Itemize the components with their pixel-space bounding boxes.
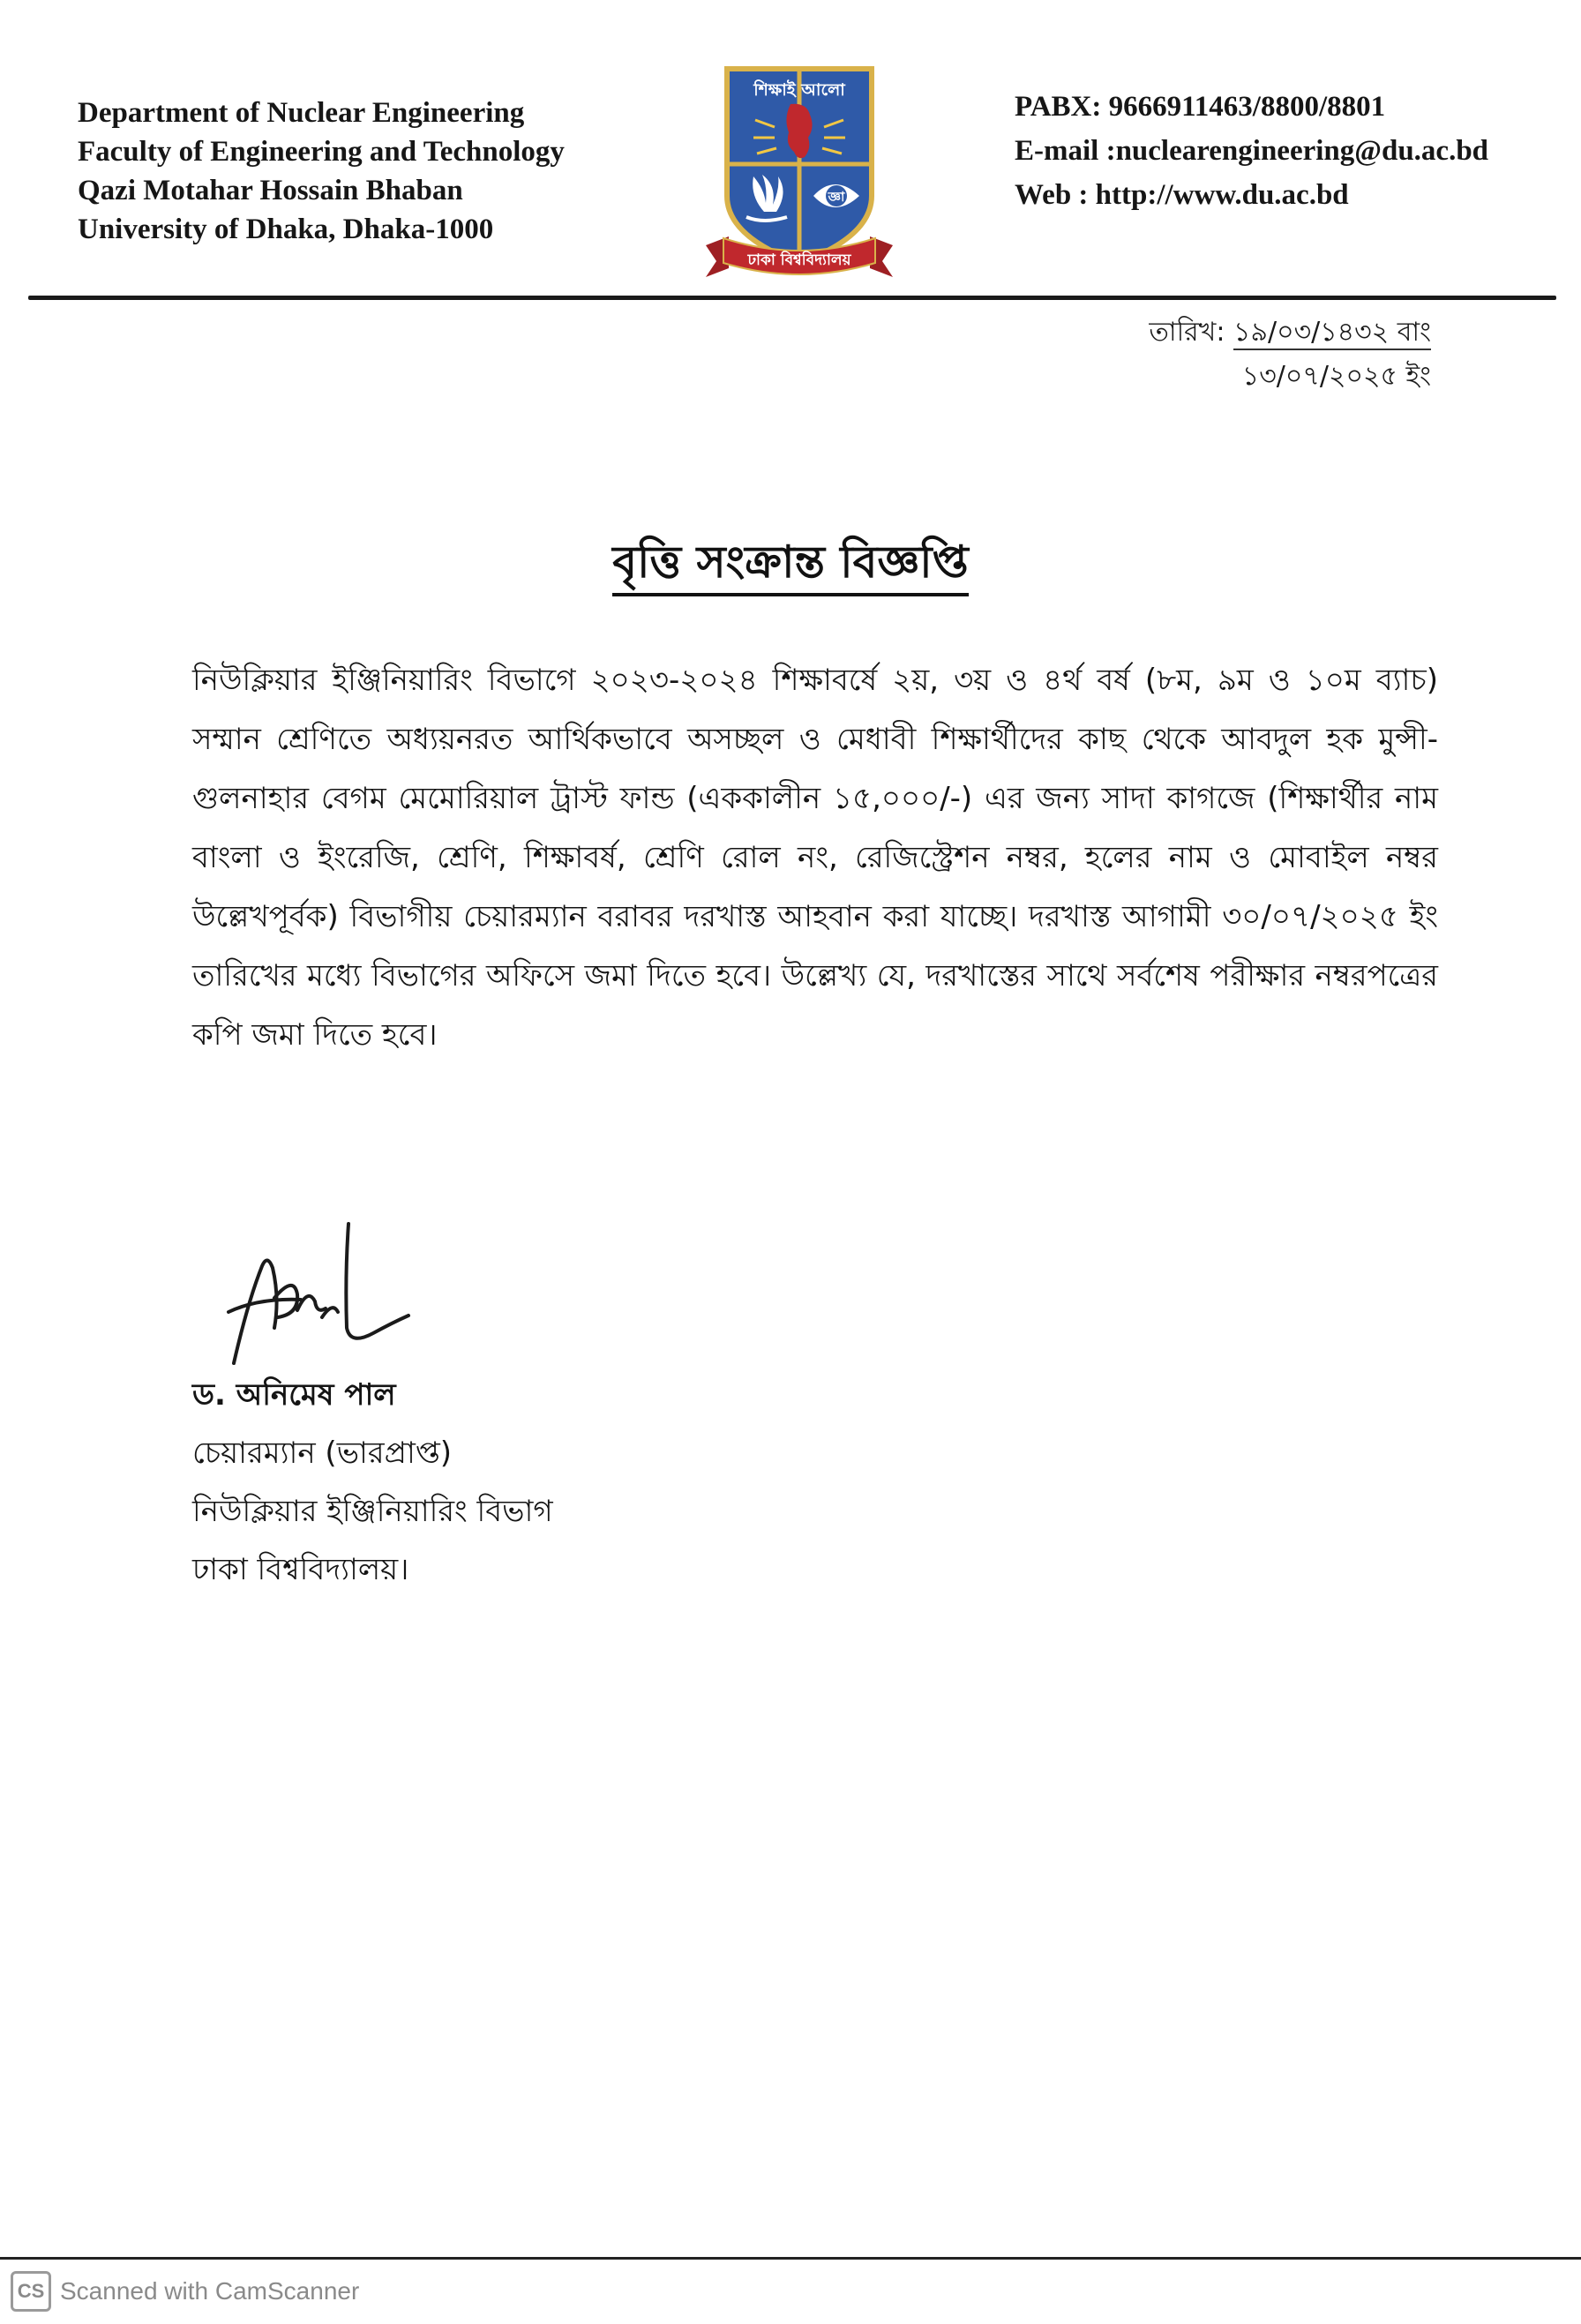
handwritten-signature (216, 1213, 410, 1372)
scanner-footer-text: Scanned with CamScanner (60, 2277, 360, 2305)
notice-title: বৃত্তি সংক্রান্ত বিজ্ঞপ্তি (612, 536, 968, 596)
notice-date (1149, 311, 1431, 399)
svg-text:জ্ঞা: জ্ঞা (828, 189, 845, 205)
faculty-name: Faculty of Engineering and Technology (78, 136, 565, 168)
contact-info (1015, 85, 1562, 217)
university-crest (702, 64, 896, 284)
building-name: Qazi Motahar Hossain Bhaban (78, 175, 463, 206)
signatory-university: ঢাকা বিশ্ববিদ্যালয়। (192, 1552, 409, 1587)
letterhead-divider (28, 296, 1556, 300)
crest-ribbon-text: ঢাকা বিশ্ববিদ্যালয় (747, 251, 851, 269)
notice-title-wrap (0, 529, 1581, 603)
signatory-department: নিউক্লিয়ার ইঞ্জিনিয়ারিং বিভাগ (192, 1494, 553, 1529)
footer-divider (0, 2257, 1581, 2260)
signatory-name: ড. অনিমেষ পাল (192, 1377, 396, 1413)
pabx-number: PABX: 9666911463/8800/8801 (1015, 91, 1386, 123)
signatory-designation: চেয়ারম্যান (ভারপ্রাপ্ত) (192, 1436, 453, 1471)
department-address (78, 94, 713, 249)
university-address: University of Dhaka, Dhaka-1000 (78, 214, 494, 245)
english-date: ১৩/০৭/২০২৫ ইং (1241, 361, 1431, 392)
bangla-date: ১৯/০৩/১৪৩২ বাং (1233, 317, 1431, 350)
email-address: E-mail :nuclearengineering@du.ac.bd (1015, 135, 1489, 167)
department-name: Department of Nuclear Engineering (78, 97, 525, 129)
website-url: Web : http://www.du.ac.bd (1015, 179, 1349, 211)
date-label: তারিখ: (1149, 317, 1225, 348)
scanner-footer (11, 2269, 359, 2313)
signatory-block (192, 1366, 553, 1599)
notice-body: নিউক্লিয়ার ইঞ্জিনিয়ারিং বিভাগে ২০২৩-২০২৪ শিক্ষাবর্ষে ২য়, ৩য় ও ৪র্থ বর্ষ (৮ম, ৯ম ও ১০ম ব্যাচ) সম্মান শ্রেণিতে অধ্যয়নরত আর্থিকভাবে অসচ্ছল ও মেধাবী শিক্ষার্থীদের কাছ থেকে আবদুল হক মুন্সী-গুলনাহার বেগম মেমোরিয়াল ট্রাস্ট ফান্ড (এককালীন ১৫,০০০/-) এর জন্য সাদা কাগজে (শিক্ষার্থীর নাম বাংলা ও ইংরেজি, শ্রেণি, শিক্ষাবর্ষ, শ্রেণি রোল নং, রেজিস্ট্রেশন নম্বর, হলের নাম ও মোবাইল নম্বর উল্লেখপূর্বক) বিভাগীয় চেয়ারম্যান বরাবর দরখাস্ত আহবান করা যাচ্ছে। দরখাস্ত আগামী ৩০/০৭/২০২৫ ইং তারিখের মধ্যে বিভাগের অফিসে জমা দিতে হবে। উল্লেখ্য যে, দরখাস্তের সাথে সর্বশেষ পরীক্ষার নম্বরপত্রের কপি জমা দিতে হবে। (192, 663, 1438, 1053)
camscanner-logo-icon: CS (11, 2271, 51, 2312)
crest-motto: শিক্ষাই আলো (753, 80, 845, 100)
